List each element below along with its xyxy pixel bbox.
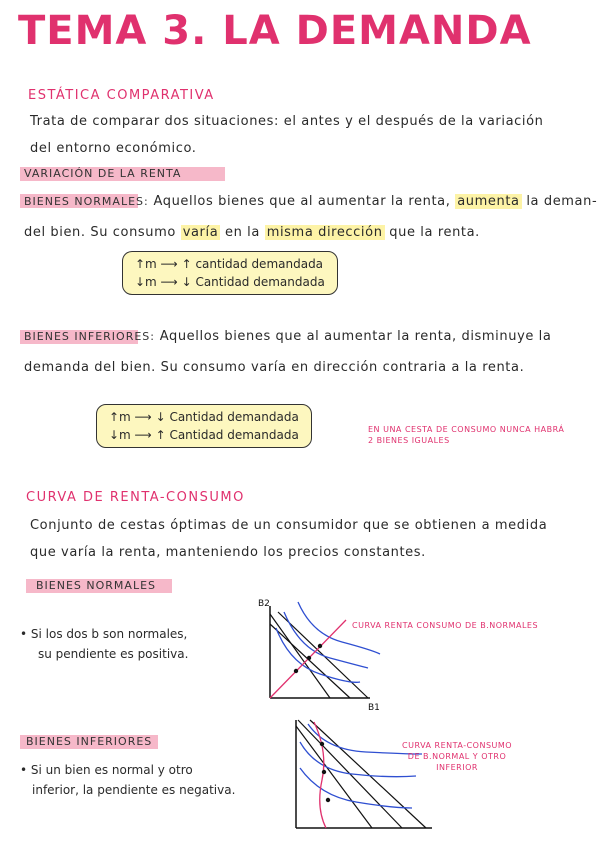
optimum-point (318, 644, 322, 648)
optimum-point (326, 798, 330, 802)
normales-text (24, 188, 598, 246)
curva-normales-bullet-2: su pendiente es positiva. (38, 647, 189, 661)
axis-label-x: B1 (368, 703, 380, 713)
optimum-point (320, 742, 324, 746)
inferiores-note (368, 424, 564, 446)
curva-inferiores-bullet-2: inferior, la pendiente es negativa. (32, 783, 236, 797)
subsection-label-variacion: VARIACIÓN DE LA RENTA (24, 167, 182, 180)
inferiores-box-line-2: ↓m ⟶ ↑ Cantidad demandada (109, 428, 299, 442)
inferiores-text (24, 323, 594, 381)
estatica-text (30, 108, 590, 162)
inferiores-chart-label-2: DE B.NORMAL Y OTRO (407, 752, 507, 761)
curva-text (30, 512, 590, 566)
inferiores-box (96, 404, 312, 448)
normales-label: BIENES NORMALES: (24, 195, 149, 208)
curva-inferiores-label: BIENES INFERIORES (26, 735, 153, 748)
inferiores-note-line-1: EN UNA CESTA DE CONSUMO NUNCA HABRÁ (368, 425, 565, 434)
normales-box-line-1: ↑m ⟶ ↑ cantidad demandada (135, 257, 324, 271)
normales-line2-b: que la renta. (389, 225, 480, 240)
curva-normales-label: BIENES NORMALES (36, 579, 157, 592)
inferiores-chart-label-1: CURVA RENTA-CONSUMO (402, 741, 513, 750)
normales-graph (250, 594, 390, 714)
budget-line-3 (310, 720, 426, 828)
curva-normales-bullet-1: • Si los dos b son normales, (20, 627, 188, 641)
normales-box (122, 251, 338, 295)
inferiores-chart-label-3: INFERIOR (436, 763, 478, 772)
inferiores-chart-label (402, 740, 512, 773)
inferiores-box-line-1: ↑m ⟶ ↓ Cantidad demandada (109, 410, 299, 424)
inferiores-line1: Aquellos bienes que al aumentar la renta, disminuye la (159, 329, 552, 344)
normales-line1-highlight: aumenta (457, 194, 520, 209)
inferiores-graph (286, 716, 436, 842)
normales-line2-mid: en la (225, 225, 260, 240)
optimum-point (322, 770, 326, 774)
estatica-line-1: Trata de comparar dos situaciones: el antes y el después de la variación (30, 114, 544, 129)
inferiores-line2: demanda del bien. Su consumo varía en dirección contraria a la renta. (24, 360, 525, 375)
page-title: TEMA 3. LA DEMANDA (18, 8, 532, 54)
indifference-curve-2 (300, 742, 416, 777)
curva-line-2: que varía la renta, manteniendo los precios constantes. (30, 545, 426, 560)
curva-inferiores-bullet-1: • Si un bien es normal y otro (20, 763, 193, 777)
axis-label-y: B2 (258, 599, 270, 609)
normales-line2-a: del bien. Su consumo (24, 225, 176, 240)
curva-normales-bullet (20, 624, 188, 664)
normales-line1-a: Aquellos bienes que al aumentar la renta, (153, 194, 451, 209)
normales-line1-b: la deman- (526, 194, 598, 209)
estatica-line-2: del entorno económico. (30, 141, 197, 156)
normales-box-line-2: ↓m ⟶ ↓ Cantidad demandada (135, 275, 325, 289)
optimum-point (307, 656, 311, 660)
normales-chart-label: CURVA RENTA CONSUMO DE B.NORMALES (352, 621, 539, 630)
section-heading-curva: CURVA DE RENTA-CONSUMO (26, 490, 245, 505)
indifference-curve-1 (276, 628, 360, 682)
optimum-point (294, 669, 298, 673)
inferiores-label: BIENES INFERIORES: (24, 330, 155, 343)
normales-line2-highlight-2: misma dirección (266, 225, 383, 240)
section-heading-estatica: ESTÁTICA COMPARATIVA (28, 88, 215, 103)
budget-line-2 (270, 624, 350, 698)
curva-inferiores-bullet (20, 760, 235, 800)
curva-line-1: Conjunto de cestas óptimas de un consumidor que se obtienen a medida (30, 518, 548, 533)
normales-line2-highlight-1: varía (182, 225, 219, 240)
budget-line-1 (270, 614, 330, 698)
inferiores-note-line-2: 2 BIENES IGUALES (368, 436, 450, 445)
